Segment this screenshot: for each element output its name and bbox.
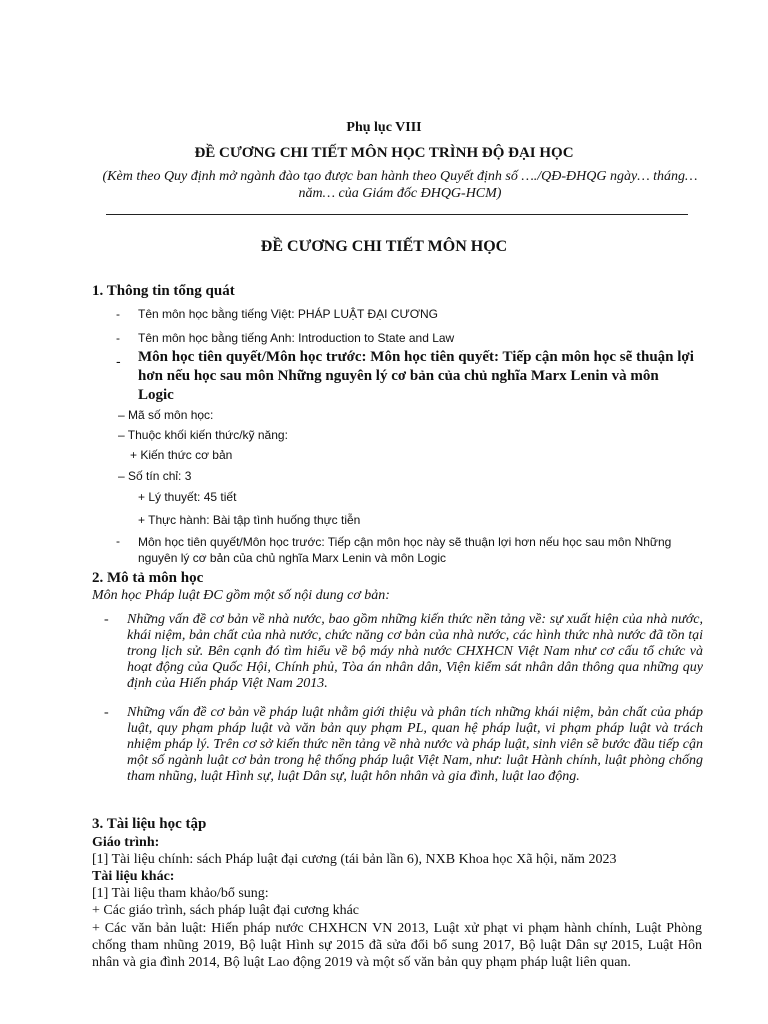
- bullet-dash: -: [116, 353, 121, 369]
- header-note: (Kèm theo Quy định mở ngành đào tạo được ban hành theo Quyết định số …./QĐ-ĐHQG ngày… tháng… năm… của Giám đốc ĐHQG-HCM): [102, 169, 698, 201]
- bullet-dash: -: [104, 705, 109, 720]
- prerequisite-plain: Môn học tiên quyết/Môn học trước: Tiếp cận môn học này sẽ thuận lợi hơn nếu học sau môn Những nguyên lý cơ bản của chủ nghĩa Marx Lenin và môn Logic: [138, 535, 672, 565]
- credits: – Số tín chỉ: 3: [118, 469, 192, 483]
- course-name-en: Tên môn học bằng tiếng Anh: Introduction to State and Law: [138, 331, 455, 345]
- section1-heading: 1. Thông tin tổng quát: [92, 283, 235, 299]
- theory-hours: + Lý thuyết: 45 tiết: [138, 490, 237, 504]
- document-header-title: ĐỀ CƯƠNG CHI TIẾT MÔN HỌC TRÌNH ĐỘ ĐẠI HỌC: [194, 145, 574, 161]
- section2-intro: Môn học Pháp luật ĐC gồm một số nội dung cơ bản:: [92, 588, 390, 603]
- bullet-dash: -: [116, 307, 120, 321]
- description-paragraph-1: Những vấn đề cơ bản về nhà nước, bao gồm những kiến thức nền tảng về: sự xuất hiện của nhà nước, khái niệm, bản chất của nhà nước, chức năng cơ bản của nhà nước, các hình thức nhà nước đã tồn tại trong lịch sử. Bên cạnh đó tìm hiểu về bộ máy nhà nước CHXHCN Việt Nam như cơ cấu tổ chức và hoạt động của Quốc Hội, Chính phủ, Tòa án nhân dân, Viện kiểm sát nhân dân thông qua những quy định của Hiến pháp Việt Nam 2013.: [127, 612, 703, 691]
- textbook-label: Giáo trình:: [92, 835, 160, 850]
- header-divider: [106, 214, 688, 215]
- prerequisite-bold: Môn học tiên quyết/Môn học trước: Môn học tiên quyết: Tiếp cận môn học sẽ thuận lợi hơn nếu học sau môn Những nguyên lý cơ bản của chủ nghĩa Marx Lenin và môn Logic: [138, 349, 694, 403]
- bullet-dash: -: [104, 612, 109, 627]
- reference-item: + Các giáo trình, sách pháp luật đại cương khác: [92, 903, 360, 918]
- knowledge-block-item: + Kiến thức cơ bản: [130, 448, 233, 462]
- practice-hours: + Thực hành: Bài tập tình huống thực tiễn: [138, 513, 361, 527]
- knowledge-block: – Thuộc khối kiến thức/kỹ năng:: [118, 428, 288, 442]
- reference-item: + Các văn bản luật: Hiến pháp nước CHXHCN VN 2013, Luật xử phạt vi phạm hành chính, Luật Phòng chống tham nhũng 2019, Bộ luật Hình sự 2015 đã sửa đổi bổ sung 2017, Bộ luật Dân sự 2015, Luật Hôn nhân và gia đình 2014, Bộ luật Lao động 2019 và một số văn bản quy phạm pháp luật liên quan.: [92, 921, 702, 970]
- appendix-label: Phụ lục VIII: [346, 120, 422, 135]
- section2-heading: 2. Mô tả môn học: [92, 570, 204, 586]
- bullet-dash: -: [116, 331, 120, 345]
- main-title: ĐỀ CƯƠNG CHI TIẾT MÔN HỌC: [260, 238, 508, 255]
- description-paragraph-2: Những vấn đề cơ bản về pháp luật nhằm giới thiệu và phân tích những khái niệm, bản chất của pháp luật, quy phạm pháp luật và văn bản quy phạm PL, quan hệ pháp luật, vi phạm pháp luật và trách nhiệm pháp lý. Trên cơ sở kiến thức nền tảng về nhà nước và pháp luật, sinh viên sẽ bước đầu tiếp cận một số ngành luật cơ bản trong hệ thống pháp luật Việt Nam, như: luật Hành chính, luật phòng chống tham nhũng, luật Hình sự, luật Dân sự, luật hôn nhân và gia đình, luật lao động.: [127, 705, 703, 784]
- course-name-vn: Tên môn học bằng tiếng Việt: PHÁP LUẬT ĐẠI CƯƠNG: [138, 307, 439, 321]
- section3-heading: 3. Tài liệu học tập: [92, 816, 207, 832]
- course-code: – Mã số môn học:: [118, 408, 214, 422]
- other-materials-label: Tài liệu khác:: [92, 869, 175, 884]
- reference-item: [1] Tài liệu tham khảo/bổ sung:: [92, 886, 269, 901]
- bullet-dash: -: [116, 534, 120, 548]
- textbook-item: [1] Tài liệu chính: sách Pháp luật đại cương (tái bản lần 6), NXB Khoa học Xã hội, năm 2023: [92, 852, 617, 867]
